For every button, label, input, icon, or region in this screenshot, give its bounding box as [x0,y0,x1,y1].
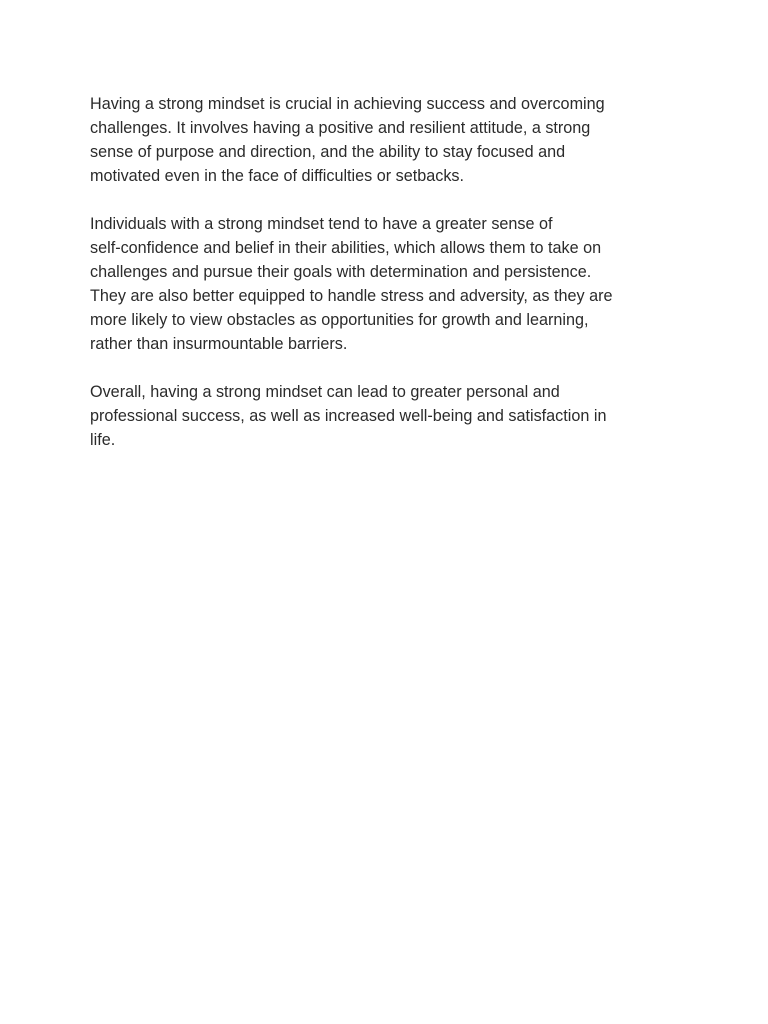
text-line: Overall, having a strong mindset can lead to greater personal and [90,383,560,401]
text-line: professional success, as well as increased well-being and satisfaction in [90,407,607,425]
text-line: challenges. It involves having a positive and resilient attitude, a strong [90,119,591,137]
text-line: motivated even in the face of difficulties or setbacks. [90,167,465,185]
text-line: challenges and pursue their goals with determination and persistence. [90,263,592,281]
paragraph-mindset-intro [90,92,680,188]
text-line: They are also better equipped to handle stress and adversity, as they are [90,287,613,305]
text-line: life. [90,431,116,449]
paragraph-individuals [90,212,680,356]
text-line: sense of purpose and direction, and the ability to stay focused and [90,143,566,161]
document-body [90,92,680,476]
text-line: more likely to view obstacles as opportunities for growth and learning, [90,311,589,329]
paragraph-overall [90,380,680,452]
text-line: Having a strong mindset is crucial in achieving success and overcoming [90,95,605,113]
text-line: self-confidence and belief in their abilities, which allows them to take on [90,239,602,257]
text-line: rather than insurmountable barriers. [90,335,348,353]
text-line: Individuals with a strong mindset tend to have a greater sense of [90,215,553,233]
